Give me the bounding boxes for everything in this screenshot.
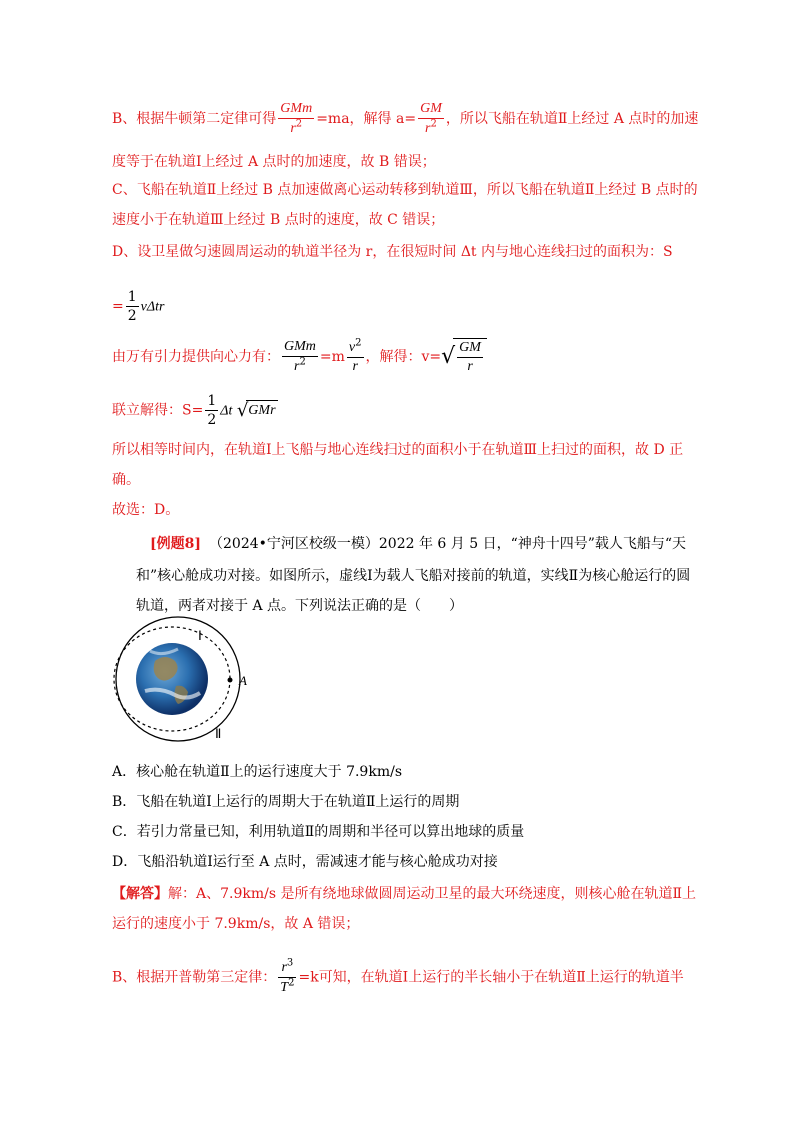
solution-c-line1: C、飞船在轨道Ⅱ上经过 B 点加速做离心运动转移到轨道Ⅲ，所以飞船在轨道Ⅱ上经过 B 点时的 (112, 182, 698, 198)
option-a: A．核心舱在轨道Ⅱ上的运行速度大于 7.9km/s (112, 764, 403, 780)
fraction-r3-t2: $\frac{r^3}{T^2}$ (280, 957, 295, 995)
text: B、根据牛顿第二定律可得 (112, 111, 277, 127)
solution-b-line (112, 100, 698, 138)
option-b: B．飞船在轨道Ⅰ上运行的周期大于在轨道Ⅱ上运行的周期 (112, 794, 460, 810)
fraction-gm-r2: $\frac{GM}{r^2}$ (420, 101, 442, 136)
solution-combined-line: 联立解得：S= $\frac{1}{2}$ Δt √GMr (112, 393, 276, 428)
conclusion-line1: 所以相等时间内，在轨道Ⅰ上飞船与地心连线扫过的面积小于在轨道Ⅲ上扫过的面积，故 D 正 (112, 442, 684, 458)
solution-d-area-formula: = $\frac{1}{2}$ vΔtr (112, 289, 165, 324)
solution-d-line1: D、设卫星做匀速圆周运动的轨道半径为 r，在很短时间 Δt 内与地心连线扫过的面积为：S (112, 244, 673, 260)
fraction-gmm-r2: $\frac{\text{GMm}}{r^2}$ (280, 101, 313, 136)
label-orbit-ii: Ⅱ (215, 726, 222, 741)
choice-line: 故选：D。 (112, 502, 180, 518)
fraction-v2-r: $\frac{v^2}{r}$ (348, 337, 362, 374)
earth-icon (136, 643, 208, 715)
label-orbit-i: Ⅰ (198, 628, 202, 643)
example-line3: 轨道，两者对接于 A 点。下列说法正确的是（ ） (136, 598, 464, 614)
answer-tag: 【解答】 (112, 886, 168, 902)
answer-b-line: B、根据开普勒第三定律： $\frac{r^3}{T^2}$ =k可知，在轨道Ⅰ上运行的半长轴小于在轨道Ⅱ上运行的轨道半 (112, 957, 684, 995)
answer-line1: 【解答】解：A、7.9km/s 是所有绕地球做圆周运动卫星的最大环绕速度，则核心舱在轨道Ⅱ上 (112, 886, 696, 902)
label-point-a: A (239, 673, 247, 688)
option-d: D．飞船沿轨道Ⅰ运行至 A 点时，需减速才能与核心舱成功对接 (112, 854, 498, 870)
example-tag: [例题8] (150, 536, 201, 552)
orbit-diagram (110, 606, 270, 746)
sqrt-icon: √ (236, 399, 249, 421)
example-line2: 和”核心舱成功对接。如图所示，虚线Ⅰ为载人飞船对接前的轨道，实线Ⅱ为核心舱运行的圆 (136, 568, 691, 584)
text: =ma，解得 a= (316, 111, 417, 127)
fraction-gmm-r2: $\frac{\text{GMm}}{r^2}$ (284, 339, 316, 374)
text: ，所以飞船在轨道Ⅱ上经过 A 点时的加速 (445, 111, 699, 127)
sqrt-icon: √ (441, 344, 456, 369)
solution-gravity-line: 由万有引力提供向心力有： $\frac{\text{GMm}}{r^2}$ =m $\frac{v^2}{r}$ ，解得：v=√ $\frac{GM}{r}$ (112, 338, 487, 376)
point-a-dot (228, 678, 233, 683)
solution-c-line2: 速度小于在轨道Ⅲ上经过 B 点时的速度，故 C 错误； (112, 212, 445, 228)
example-line1: [例题8] （2024•宁河区校级一模）2022 年 6 月 5 日，“神舟十四号”载人飞船与“天 (150, 536, 687, 552)
option-c: C．若引力常量已知，利用轨道Ⅱ的周期和半径可以算出地球的质量 (112, 824, 525, 840)
fraction-half: $\frac{1}{2}$ (207, 393, 217, 428)
sqrt-content: $\frac{GM}{r}$ (453, 338, 487, 376)
conclusion-line2: 确。 (112, 472, 140, 488)
solution-b-line2: 度等于在轨道Ⅰ上经过 A 点时的加速度，故 B 错误； (112, 154, 436, 170)
answer-line2: 运行的速度小于 7.9km/s，故 A 错误； (112, 916, 360, 932)
fraction-half: $\frac{1}{2}$ (127, 289, 137, 324)
